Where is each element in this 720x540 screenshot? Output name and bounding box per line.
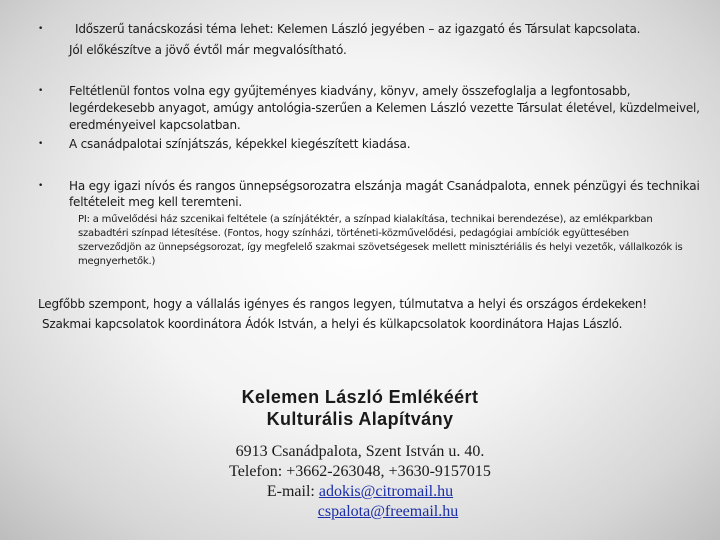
foundation-name-line-2: Kulturális Alapítvány bbox=[266, 409, 454, 429]
summary-line-2: Szakmai kapcsolatok koordinátora Ádók István, a helyi és külkapcsolatok koordinátora Hajas László. bbox=[42, 317, 623, 331]
email-link-1[interactable]: adokis@citromail.hu bbox=[318, 483, 454, 500]
bullet-1-line-1: Időszerű tanácskozási téma lehet: Kelemen László jegyében – az igazgató és Társulat kapcsolata. bbox=[75, 22, 641, 36]
foundation-phone: Telefon: +3662-263048, +3630-9157015 bbox=[229, 463, 491, 480]
note-line: szerveződjön az ünnepségsorozat, így megfelelő szakmai szövetségesek mellett minisztériális és helyi vezetők, vállalkozók is bbox=[78, 242, 683, 253]
note-line: megnyerhetők.) bbox=[78, 256, 156, 267]
summary-line-1: Legfőbb szempont, hogy a vállalás igényes és rangos legyen, túlmutatva a helyi és országos érdekeken! bbox=[38, 297, 647, 311]
note-line: PI: a művelődési ház szcenikai feltétele (a színjátéktér, a színpad kialakítása, technikai berendezése), az emlékparkban bbox=[78, 214, 653, 225]
foundation-name-line-1: Kelemen László Emlékéért bbox=[241, 387, 479, 407]
bullet-4-line-1: Ha egy igazi nívós és rangos ünnepségsorozatra elszánja magát Csanádpalota, ennek pénzügyi és technikai bbox=[69, 179, 700, 193]
bullet-marker: • bbox=[38, 181, 44, 191]
bullet-2-line-1: Feltétlenül fontos volna egy gyűjteményes kiadvány, könyv, amely összefoglalja a legfontosabb, bbox=[69, 84, 631, 98]
bullet-3-line-1: A csanádpalotai színjátszás, képekkel kiegészített kiadása. bbox=[69, 137, 411, 151]
note-line: szabadtéri színpad létesítése. (Fontos, hogy színházi, történeti-közművelődési, pedagógiai ambíciók együttesében bbox=[78, 228, 629, 239]
bullet-4-line-2: feltételeit meg kell teremteni. bbox=[69, 195, 243, 209]
email-link-2[interactable]: cspalota@freemail.hu bbox=[317, 503, 459, 520]
bullet-2-line-2: legérdekesebb anyagot, amúgy antológia-szerűen a Kelemen László vezette Társulat életével, küzdelmeivel, bbox=[69, 101, 700, 115]
foundation-block bbox=[0, 386, 720, 522]
foundation-email-row bbox=[0, 482, 720, 502]
bullet-1-line-2: Jól előkészítve a jövő évtől már megvalósítható. bbox=[69, 43, 347, 57]
note-paragraph bbox=[78, 213, 688, 269]
bullet-2-line-3: eredményeivel kapcsolatban. bbox=[69, 118, 241, 132]
email-label: E-mail: bbox=[266, 483, 315, 500]
bullet-marker: • bbox=[38, 86, 44, 96]
bullet-marker: • bbox=[38, 24, 44, 34]
bullet-marker: • bbox=[38, 139, 44, 149]
foundation-address: 6913 Csanádpalota, Szent István u. 40. bbox=[235, 443, 485, 460]
foundation-email-row-2 bbox=[0, 502, 720, 522]
